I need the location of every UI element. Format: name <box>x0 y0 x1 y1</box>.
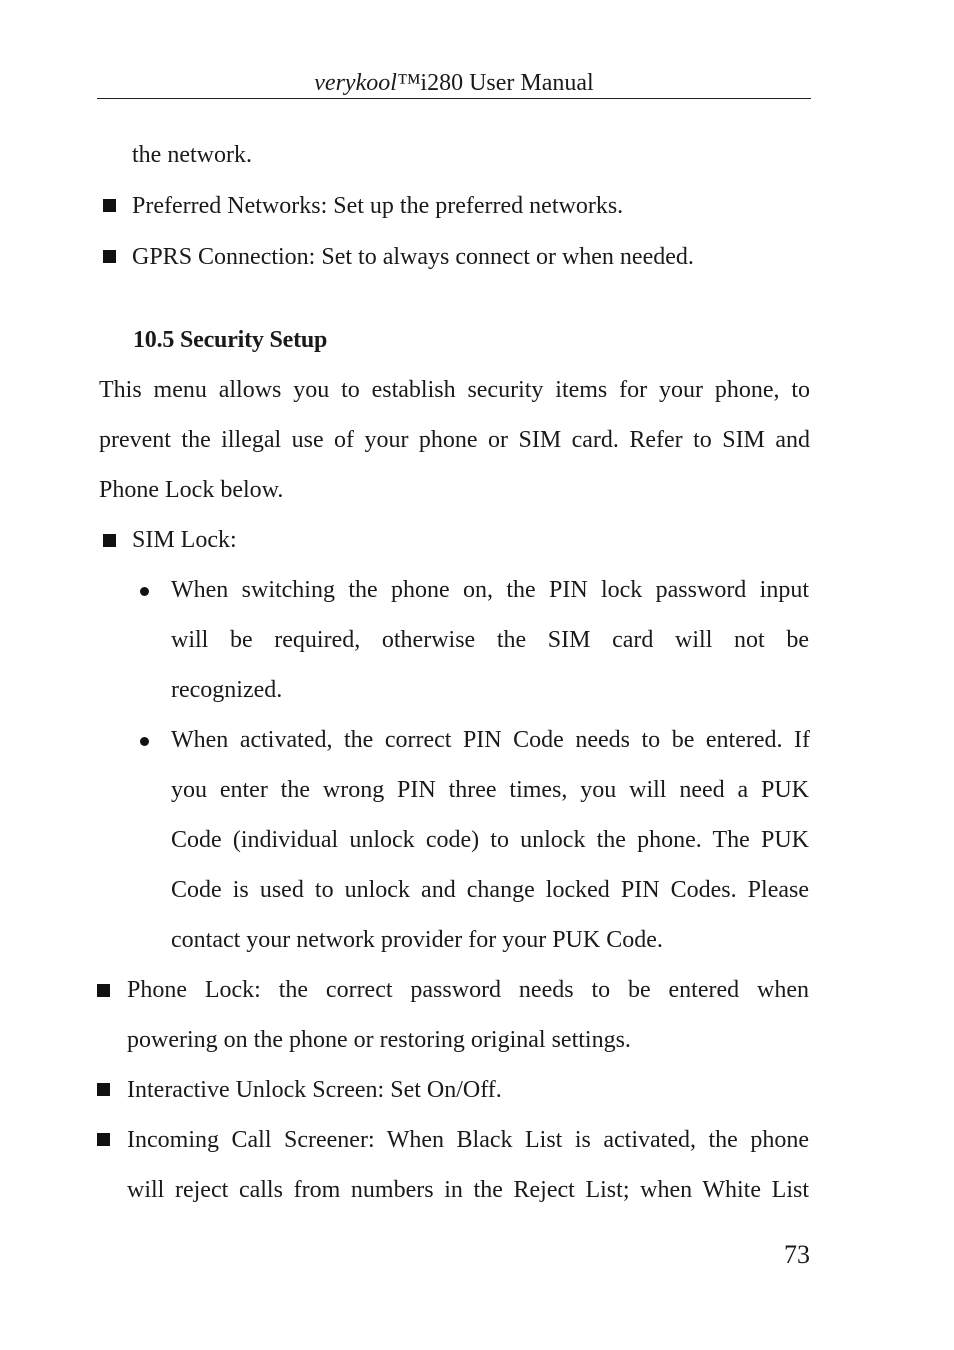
intro-line-3: Phone Lock below. <box>99 477 284 503</box>
phone-lock-line2: powering on the phone or restoring original settings. <box>127 1027 631 1053</box>
call-screener-line2: will reject calls from numbers in the Reject List; when White List <box>127 1177 809 1203</box>
bullet-gprs-connection: GPRS Connection: Set to always connect or when needed. <box>132 244 694 270</box>
square-bullet-icon <box>103 199 116 212</box>
running-header <box>97 66 811 100</box>
bullet-preferred-networks: Preferred Networks: Set up the preferred networks. <box>132 193 624 219</box>
sim-lock-item1-line3: recognized. <box>171 677 283 703</box>
sim-lock-item1-line1: When switching the phone on, the PIN lock password input <box>171 577 809 603</box>
round-bullet-icon <box>140 587 149 596</box>
phone-lock-line1: Phone Lock: the correct password needs to be entered when <box>127 977 809 1003</box>
header-rule <box>97 98 811 99</box>
sim-lock-item2-line2: you enter the wrong PIN three times, you will need a PUK <box>171 777 809 803</box>
square-bullet-icon <box>103 250 116 263</box>
continued-line: the network. <box>132 142 252 168</box>
sim-lock-item2-line4: Code is used to unlock and change locked PIN Codes. Please <box>171 877 809 903</box>
square-bullet-icon <box>103 534 116 547</box>
sim-lock-item2-line1: When activated, the correct PIN Code needs to be entered. If <box>171 727 810 753</box>
call-screener-line1: Incoming Call Screener: When Black List is activated, the phone <box>127 1127 809 1153</box>
section-heading: 10.5 Security Setup <box>133 327 328 353</box>
header-brand: verykool™ <box>314 70 421 96</box>
square-bullet-icon <box>97 1083 110 1096</box>
sim-lock-label: SIM Lock: <box>132 527 237 553</box>
round-bullet-icon <box>140 737 149 746</box>
sim-lock-item2-line3: Code (individual unlock code) to unlock the phone. The PUK <box>171 827 809 853</box>
square-bullet-icon <box>97 984 110 997</box>
sim-lock-item1-line2: will be required, otherwise the SIM card will not be <box>171 627 809 653</box>
intro-line-1: This menu allows you to establish security items for your phone, to <box>99 377 810 403</box>
sim-lock-item2-line5: contact your network provider for your PUK Code. <box>171 927 663 953</box>
intro-line-2: prevent the illegal use of your phone or SIM card. Refer to SIM and <box>99 427 810 453</box>
page-number: 73 <box>784 1240 810 1269</box>
square-bullet-icon <box>97 1133 110 1146</box>
header-title: i280 User Manual <box>420 70 594 96</box>
interactive-unlock-line: Interactive Unlock Screen: Set On/Off. <box>127 1077 502 1103</box>
